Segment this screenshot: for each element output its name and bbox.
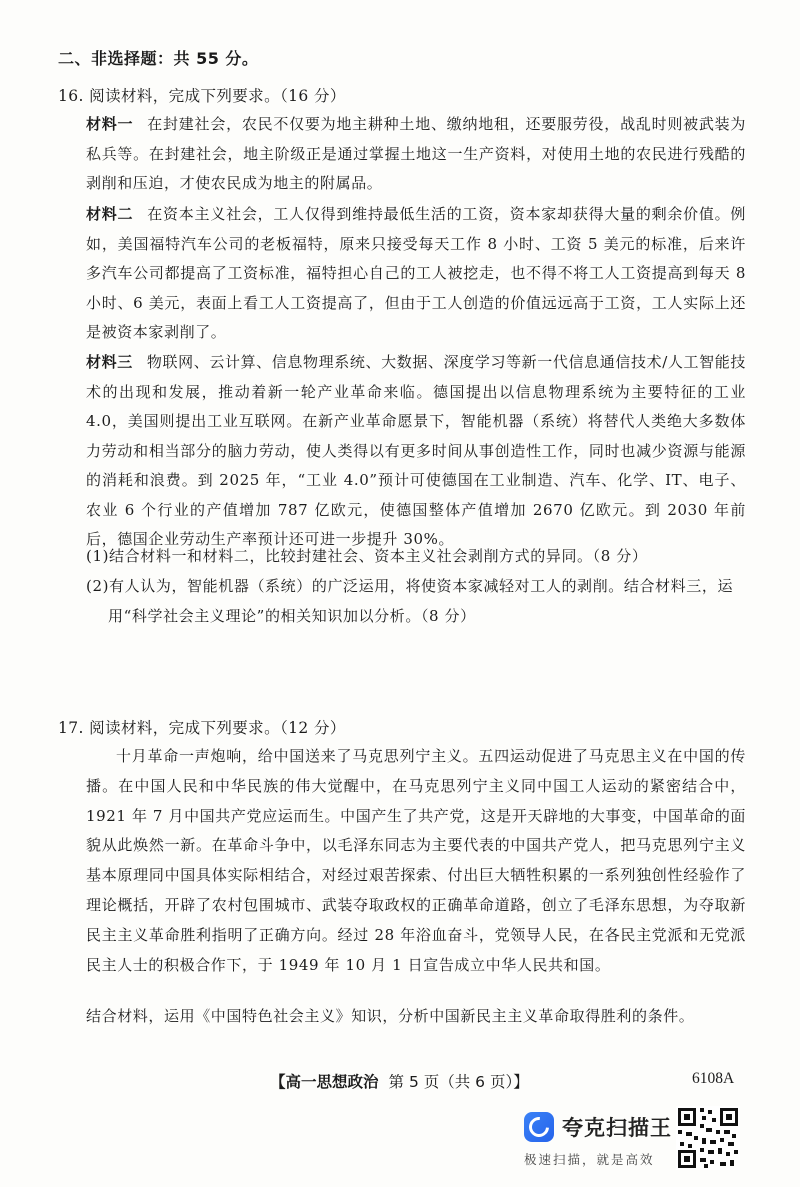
footer-page-number: 第 5 页（共 6 页）】 <box>388 1073 529 1091</box>
q16-sub2-line2: 用“科学社会主义理论”的相关知识加以分析。（8 分） <box>108 606 476 625</box>
footer-subject: 【高一思想政治 <box>270 1073 379 1091</box>
q16-sub2-line1: (2)有人认为，智能机器（系统）的广泛运用，将使资本家减轻对工人的剥削。结合材料三，运 <box>86 577 734 595</box>
material-label: 材料二 <box>86 205 134 223</box>
scanner-slogan: 极速扫描，就是高效 <box>524 1152 655 1167</box>
q17-task: 结合材料，运用《中国特色社会主义》知识，分析中国新民主主义革命取得胜利的条件。 <box>86 1007 695 1025</box>
material-text: 在资本主义社会，工人仅得到维持最低生活的工资，资本家却获得大量的剩余价值。例如，美国福特汽车公司的老板福特，原来只接受每天工作 8 小时、工资 5 美元的标准，后来许多汽车公司都提高了工资标准，福特担心自己的工人被挖走，也不得不将工人工资提高到每天 8 小时、6 美元，表面上看工人工资提高了，但由于工人创造的价值远远高于工资，工人实际上还是被资本家剥削了。 <box>86 205 746 341</box>
material-label: 材料三 <box>86 353 133 371</box>
q16-sub1: (1)结合材料一和材料二，比较封建社会、资本主义社会剥削方式的异同。（8 分） <box>86 547 648 565</box>
q16-stem: 16. 阅读材料，完成下列要求。（16 分） <box>58 87 346 105</box>
quark-logo-icon <box>524 1112 554 1142</box>
q17-material: 十月革命一声炮响，给中国送来了马克思列宁主义。五四运动促进了马克思主义在中国的传播。在中国人民和中华民族的伟大觉醒中，在马克思列宁主义同中国工人运动的紧密结合中，1921 年 7 月中国共产党应运而生。中国产生了共产党，这是开天辟地的大事变，中国革命的面貌从此焕然一新。在革命斗争中，以毛泽东同志为主要代表的中国共产党人，把马克思列宁主义基本原理同中国具体实际相结合，对经过艰苦探索、付出巨大牺牲积累的一系列独创性经验作了理论概括，开辟了农村包围城市、武装夺取政权的正确革命道路，创立了毛泽东思想，为夺取新民主主义革命胜利指明了正确方向。经过 28 年浴血奋斗，党领导人民，在各民主党派和无党派民主人士的积极合作下，于 1949 年 10 月 1 日宣告成立中华人民共和国。 <box>86 747 746 974</box>
q16-material-2 <box>86 200 746 348</box>
page-footer <box>270 1070 529 1092</box>
material-text: 在封建社会，农民不仅要为地主耕种土地、缴纳地租，还要服劳役，战乱时则被武装为私兵等。在封建社会，地主阶级正是通过掌握土地这一生产资料，对使用土地的农民进行残酷的剥削和压迫，才使农民成为地主的附属品。 <box>86 115 746 192</box>
q16-material-1 <box>86 110 746 199</box>
exam-code: 6108A <box>692 1070 735 1087</box>
qr-code-icon <box>676 1106 740 1170</box>
scanner-brand: 夸克扫描王 <box>562 1116 672 1140</box>
material-text: 物联网、云计算、信息物理系统、大数据、深度学习等新一代信息通信技术/人工智能技术的出现和发展，推动着新一轮产业革命来临。德国提出以信息物理系统为主要特征的工业 4.0，美国则提出工业互联网。在新产业革命愿景下，智能机器（系统）将替代人类绝大多数体力劳动和相当部分的脑力劳动，使人类得以有更多时间从事创造性工作，同时也减少资源与能源的消耗和浪费。到 2025 年，“工业 4.0”预计可使德国在工业制造、汽车、化学、IT、电子、农业 6 个行业的产值增加 787 亿欧元，使德国整体产值增加 2670 亿欧元。到 2030 年前后，德国企业劳动生产率预计还可进一步提升 30%。 <box>86 353 746 548</box>
material-label: 材料一 <box>86 115 134 133</box>
q16-material-3 <box>86 348 746 555</box>
q17-stem: 17. 阅读材料，完成下列要求。（12 分） <box>58 719 346 737</box>
section-title: 二、非选择题：共 55 分。 <box>58 49 259 68</box>
scanner-watermark <box>524 1112 672 1168</box>
q16-sub2 <box>86 572 746 631</box>
